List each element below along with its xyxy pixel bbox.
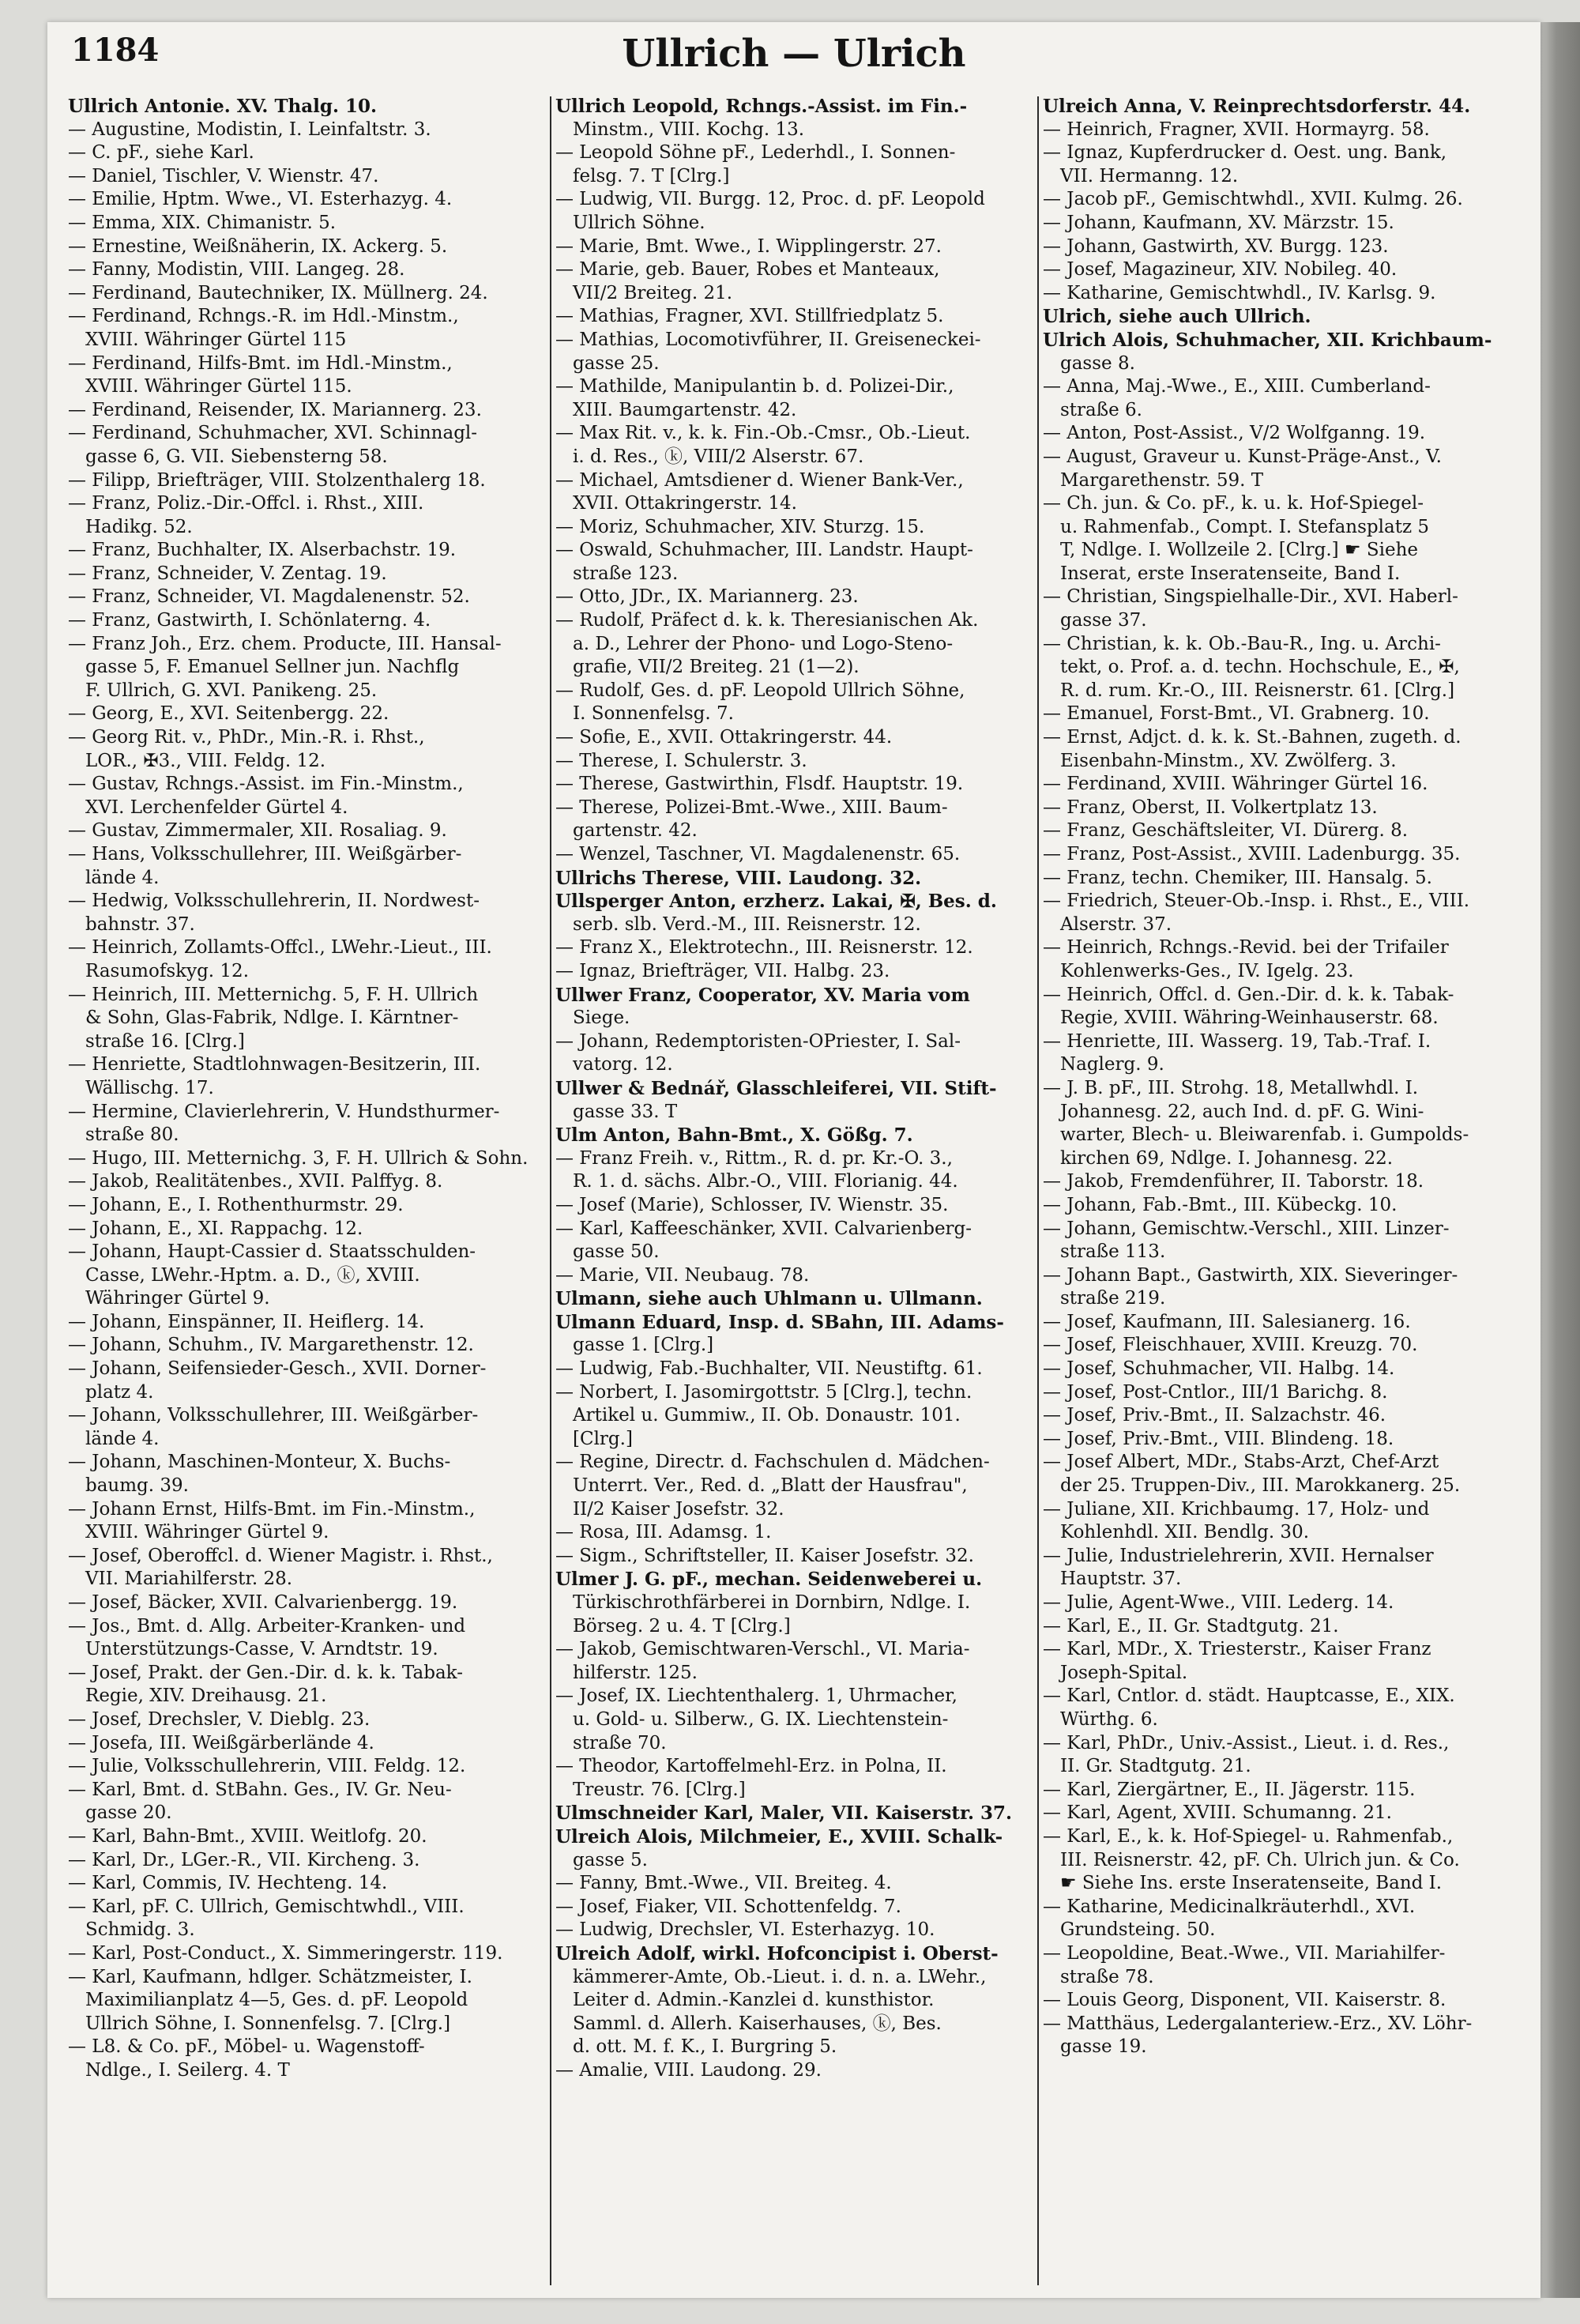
directory-entry: Kohlenwerks-Ges., IV. Igelg. 23. — [1060, 960, 1354, 981]
directory-entry: felsg. 7. T [Clrg.] — [573, 165, 730, 186]
directory-entry: gasse 25. — [573, 352, 660, 374]
directory-entry: Artikel u. Gummiw., II. Ob. Donaustr. 101. — [573, 1405, 961, 1426]
directory-entry: — Jos., Bmt. d. Allg. Arbeiter-Kranken- und — [68, 1615, 466, 1637]
directory-entry: — Franz, Post-Assist., XVIII. Ladenburgg. 35. — [1043, 844, 1461, 864]
directory-entry: — Louis Georg, Disponent, VII. Kaiserstr. 8. — [1043, 1990, 1446, 2011]
directory-entry: — Julie, Volksschullehrerin, VIII. Feldg. 12. — [68, 1756, 466, 1777]
directory-entry: gasse 1. [Clrg.] — [573, 1335, 714, 1356]
directory-entry: — Heinrich, Offcl. d. Gen.-Dir. d. k. k. Tabak- — [1043, 984, 1454, 1005]
directory-entry: — Ferdinand, Schuhmacher, XVI. Schinnagl- — [68, 423, 478, 444]
directory-entry: — Johann, Gastwirth, XV. Burgg. 123. — [1043, 235, 1389, 257]
directory-entry: Samml. d. Allerh. Kaiserhauses, ⓚ, Bes. — [573, 2013, 942, 2034]
directory-entry: grafie, VII/2 Breiteg. 21 (1—2). — [573, 657, 860, 678]
directory-entry: — Gustav, Zimmermaler, XII. Rosaliag. 9. — [68, 820, 447, 842]
directory-entry: — Franz, Oberst, II. Volkertplatz 13. — [1043, 797, 1378, 818]
directory-entry: — Emanuel, Forst-Bmt., VI. Grabnerg. 10. — [1043, 703, 1430, 725]
directory-page — [47, 22, 1540, 2298]
directory-entry: — Therese, Polizei-Bmt.-Wwe., XIII. Baum- — [555, 797, 948, 818]
directory-entry: straße 6. — [1060, 399, 1142, 420]
directory-entry: — C. pF., siehe Karl. — [68, 142, 254, 164]
directory-entry: u. Gold- u. Silberw., G. IX. Liechtenstein- — [573, 1708, 949, 1730]
directory-entry: Ullrich Leopold, Rchngs.-Assist. im Fin.- — [555, 96, 968, 117]
directory-entry: — Johann, Schuhm., IV. Margarethenstr. 12. — [68, 1335, 474, 1356]
directory-entry: — Karl, PhDr., Univ.-Assist., Lieut. i. d. Res., — [1043, 1732, 1450, 1753]
directory-entry: — Ludwig, Fab.-Buchhalter, VII. Neustiftg. 61. — [555, 1358, 983, 1380]
directory-entry: T, Ndlge. I. Wollzeile 2. [Clrg.] ☛ Siehe — [1060, 540, 1419, 561]
directory-entry: — Karl, Post-Conduct., X. Simmeringerstr. 119. — [68, 1942, 503, 1964]
directory-entry: Treustr. 76. [Clrg.] — [573, 1779, 746, 1800]
directory-entry: — Johann, Maschinen-Monteur, X. Buchs- — [68, 1452, 451, 1473]
directory-entry: — Theodor, Kartoffelmehl-Erz. in Polna, II. — [555, 1756, 947, 1777]
directory-entry: — Josef, Fiaker, VII. Schottenfeldg. 7. — [555, 1896, 901, 1917]
directory-entry: — Filipp, Briefträger, VIII. Stolzenthalerg 18. — [68, 469, 486, 491]
directory-entry: XVIII. Währinger Gürtel 115 — [85, 329, 347, 350]
directory-entry: gasse 33. T — [573, 1101, 678, 1122]
directory-entry: — Karl, Dr., LGer.-R., VII. Kircheng. 3. — [68, 1849, 420, 1870]
directory-entry: — Regine, Directr. d. Fachschulen d. Mädchen- — [555, 1452, 990, 1473]
directory-entry: Ndlge., I. Seilerg. 4. T — [85, 2059, 290, 2081]
directory-entry: gasse 5, F. Emanuel Sellner jun. Nachflg — [85, 657, 460, 678]
directory-entry: — Jakob, Fremdenführer, II. Taborstr. 18. — [1043, 1171, 1424, 1192]
directory-entry: gasse 19. — [1060, 2036, 1147, 2058]
directory-entry: — Karl, Ziergärtner, E., II. Jägerstr. 115. — [1043, 1779, 1416, 1800]
directory-entry: — Franz, techn. Chemiker, III. Hansalg. 5. — [1043, 867, 1432, 888]
directory-entry: — Josef, Oberoffcl. d. Wiener Magistr. i. Rhst., — [68, 1545, 493, 1566]
directory-entry: Ullrich Söhne. — [573, 212, 705, 233]
directory-entry: — Rudolf, Ges. d. pF. Leopold Ullrich Söhne, — [555, 680, 965, 701]
directory-entry: — Franz, Geschäftsleiter, VI. Dürerg. 8. — [1043, 820, 1409, 842]
directory-entry: XVII. Ottakringerstr. 14. — [573, 493, 797, 514]
directory-entry: — Leopoldine, Beat.-Wwe., VII. Mariahilfer- — [1043, 1942, 1446, 1964]
directory-entry: Ullwer & Bednář, Glasschleiferei, VII. Stift- — [555, 1077, 997, 1099]
directory-entry: kämmerer-Amte, Ob.-Lieut. i. d. n. a. LWehr., — [573, 1966, 987, 1987]
directory-entry: — Anton, Post-Assist., V/2 Wolfganng. 19. — [1043, 423, 1426, 444]
directory-entry: Regie, XIV. Dreihausg. 21. — [85, 1686, 327, 1707]
directory-entry: — Franz, Schneider, VI. Magdalenenstr. 52. — [68, 586, 470, 608]
directory-entry: — Moriz, Schuhmacher, XIV. Sturzg. 15. — [555, 516, 925, 537]
directory-entry: VII. Hermanng. 12. — [1060, 165, 1239, 186]
directory-entry: — Josef, Post-Cntlor., III/1 Barichg. 8. — [1043, 1381, 1388, 1403]
directory-entry: — Heinrich, III. Metternichg. 5, F. H. Ullrich — [68, 984, 479, 1005]
directory-entry: platz 4. — [85, 1381, 154, 1403]
directory-entry: — Max Rit. v., k. k. Fin.-Ob.-Cmsr., Ob.-Lieut. — [555, 423, 971, 444]
directory-entry: Alserstr. 37. — [1060, 913, 1172, 935]
directory-entry: — Emma, XIX. Chimanistr. 5. — [68, 212, 337, 233]
directory-entry: Ulreich Alois, Milchmeier, E., XVIII. Schalk- — [555, 1825, 1003, 1848]
directory-entry: Siege. — [573, 1008, 630, 1029]
directory-entry: — Ferdinand, Reisender, IX. Mariannerg. 23. — [68, 399, 482, 420]
directory-entry: — Johann, Seifensieder-Gesch., XVII. Dorner- — [68, 1358, 487, 1380]
directory-entry: — Sofie, E., XVII. Ottakringerstr. 44. — [555, 727, 893, 748]
directory-entry: — Ferdinand, Hilfs-Bmt. im Hdl.-Minstm., — [68, 352, 453, 374]
page-edge — [1540, 22, 1580, 2298]
directory-entry: — Karl, Bahn-Bmt., XVIII. Weitlofg. 20. — [68, 1825, 427, 1847]
directory-entry: — Johann, Kaufmann, XV. Märzstr. 15. — [1043, 212, 1394, 233]
directory-entry: Unterrt. Ver., Red. d. „Blatt der Hausfrau", — [573, 1475, 968, 1497]
directory-entry: — Johann, Einspänner, II. Heiflerg. 14. — [68, 1311, 425, 1332]
directory-entry: Joseph-Spital. — [1060, 1662, 1188, 1683]
directory-entry: — Heinrich, Rchngs.-Revid. bei der Trifailer — [1043, 937, 1449, 959]
directory-entry: — Leopold Söhne pF., Lederhdl., I. Sonnen- — [555, 142, 956, 164]
directory-entry: Minstm., VIII. Kochg. 13. — [573, 119, 805, 140]
directory-entry: — Josefa, III. Weißgärberlände 4. — [68, 1732, 374, 1753]
directory-entry: — Mathias, Fragner, XVI. Stillfriedplatz 5. — [555, 306, 944, 327]
directory-entry: — Karl, Commis, IV. Hechteng. 14. — [68, 1873, 388, 1894]
directory-entry: — Christian, Singspielhalle-Dir., XVI. Haberl- — [1043, 586, 1458, 608]
directory-entry: — Sigm., Schriftsteller, II. Kaiser Josefstr. 32. — [555, 1545, 974, 1566]
directory-entry: baumg. 39. — [85, 1475, 189, 1497]
directory-entry: Margarethenstr. 59. T — [1060, 469, 1264, 491]
directory-entry: — Georg Rit. v., PhDr., Min.-R. i. Rhst., — [68, 727, 425, 748]
directory-entry: I. Sonnenfelsg. 7. — [573, 703, 734, 725]
column-2 — [555, 95, 1034, 2292]
directory-entry: Ullrich Antonie. XV. Thalg. 10. — [68, 96, 378, 117]
directory-entry: Maximilianplatz 4—5, Ges. d. pF. Leopold — [85, 1990, 468, 2011]
directory-entry: — Karl, Kaffeeschänker, XVII. Calvarienberg- — [555, 1218, 972, 1239]
directory-entry: — Ernst, Adjct. d. k. k. St.-Bahnen, zugeth. d. — [1043, 727, 1462, 748]
directory-entry: lände 4. — [85, 867, 160, 888]
directory-entry: — Marie, Bmt. Wwe., I. Wipplingerstr. 27. — [555, 235, 942, 257]
directory-entry: — Ferdinand, Rchngs.-R. im Hdl.-Minstm., — [68, 306, 459, 327]
directory-entry: Inserat, erste Inseratenseite, Band I. — [1060, 563, 1401, 584]
directory-entry: — Josef, Prakt. der Gen.-Dir. d. k. k. Tabak- — [68, 1662, 463, 1683]
directory-entry: — Franz, Poliz.-Dir.-Offcl. i. Rhst., XIII. — [68, 493, 424, 514]
directory-entry: — Augustine, Modistin, I. Leinfaltstr. 3. — [68, 119, 431, 140]
directory-entry: — Heinrich, Zollamts-Offcl., LWehr.-Lieut., III. — [68, 937, 492, 959]
directory-entry: — Karl, Cntlor. d. städt. Hauptcasse, E., XIX. — [1043, 1686, 1455, 1707]
directory-entry: Wällischg. 17. — [85, 1077, 214, 1098]
directory-entry: Ulreich Anna, V. Reinprechtsdorferstr. 44. — [1043, 96, 1471, 117]
directory-entry: — Gustav, Rchngs.-Assist. im Fin.-Minstm., — [68, 774, 464, 795]
directory-entry: straße 78. — [1060, 1966, 1154, 1987]
directory-entry: — Josef (Marie), Schlosser, IV. Wienstr. 35. — [555, 1194, 949, 1215]
directory-entry: — Daniel, Tischler, V. Wienstr. 47. — [68, 165, 379, 186]
directory-entry: VII/2 Breiteg. 21. — [573, 282, 733, 303]
directory-entry: — Hermine, Clavierlehrerin, V. Hundsthurmer- — [68, 1101, 500, 1122]
page-header — [47, 32, 1540, 87]
directory-entry: — August, Graveur u. Kunst-Präge-Anst., V. — [1043, 446, 1442, 467]
directory-entry: Casse, LWehr.-Hptm. a. D., ⓚ, XVIII. — [85, 1264, 420, 1286]
directory-entry: Ulmschneider Karl, Maler, VII. Kaiserstr. 37. — [555, 1802, 1013, 1825]
directory-entry: — Hans, Volksschullehrer, III. Weißgärber- — [68, 844, 462, 864]
directory-entry: Ullrichs Therese, VIII. Laudong. 32. — [555, 867, 922, 889]
directory-entry: II. Gr. Stadtgutg. 21. — [1060, 1756, 1251, 1777]
directory-entry: vatorg. 12. — [573, 1054, 673, 1075]
directory-entry: — Franz, Schneider, V. Zentag. 19. — [68, 563, 387, 584]
directory-entry: — Henriette, Stadtlohnwagen-Besitzerin, III. — [68, 1054, 481, 1075]
directory-entry: gasse 20. — [85, 1802, 172, 1824]
directory-entry: a. D., Lehrer der Phono- und Logo-Steno- — [573, 633, 954, 654]
directory-entry: — Rudolf, Präfect d. k. k. Theresianischen Ak. — [555, 610, 979, 631]
directory-entry: — Jakob, Realitätenbes., XVII. Palffyg. 8. — [68, 1171, 443, 1192]
directory-entry: III. Reisnerstr. 42, pF. Ch. Ulrich jun. & Co. — [1060, 1849, 1460, 1870]
directory-entry: Naglerg. 9. — [1060, 1054, 1164, 1075]
directory-entry: der 25. Truppen-Div., III. Marokkanerg. 25. — [1060, 1475, 1461, 1497]
directory-entry: — Ludwig, Drechsler, VI. Esterhazyg. 10. — [555, 1919, 935, 1941]
directory-entry: gasse 8. — [1060, 352, 1135, 374]
directory-entry: — Karl, E., II. Gr. Stadtgutg. 21. — [1043, 1615, 1339, 1637]
directory-entry: Ullrich Söhne, I. Sonnenfelsg. 7. [Clrg.] — [85, 2013, 451, 2034]
directory-entry: — Jakob, Gemischtwaren-Verschl., VI. Maria- — [555, 1639, 970, 1660]
directory-entry: Regie, XVIII. Währing-Weinhauserstr. 68. — [1060, 1008, 1439, 1029]
directory-entry: — Fanny, Modistin, VIII. Langeg. 28. — [68, 259, 405, 281]
directory-entry: — Karl, Kaufmann, hdlger. Schätzmeister, I. — [68, 1966, 472, 1987]
directory-entry: R. 1. d. sächs. Albr.-O., VIII. Florianig. 44. — [573, 1171, 958, 1192]
directory-entry: — Emilie, Hptm. Wwe., VI. Esterhazyg. 4. — [68, 189, 453, 210]
running-head: Ullrich — Ulrich — [622, 32, 966, 76]
directory-entry: — Mathilde, Manipulantin b. d. Polizei-Dir., — [555, 376, 954, 397]
directory-entry: XIII. Baumgartenstr. 42. — [573, 399, 797, 420]
directory-entry: — Mathias, Locomotivführer, II. Greiseneckei- — [555, 329, 981, 350]
directory-entry: — Franz, Gastwirth, I. Schönlaterng. 4. — [68, 610, 431, 631]
directory-entry: F. Ullrich, G. XVI. Panikeng. 25. — [85, 680, 378, 701]
directory-entry: bahnstr. 37. — [85, 913, 195, 935]
directory-entry: tekt, o. Prof. a. d. techn. Hochschule, E., ✠, — [1060, 657, 1460, 678]
directory-entry: — Julie, Industrielehrerin, XVII. Hernalser — [1043, 1545, 1434, 1566]
directory-entry: — Georg, E., XVI. Seitenbergg. 22. — [68, 703, 389, 725]
directory-entry: — Rosa, III. Adamsg. 1. — [555, 1522, 772, 1543]
directory-entry: — Matthäus, Ledergalanteriew.-Erz., XV. Löhr- — [1043, 2013, 1473, 2034]
directory-entry: Ulrich, siehe auch Ullrich. — [1043, 306, 1311, 328]
directory-entry: — Johann, Gemischtw.-Verschl., XIII. Linzer- — [1043, 1218, 1450, 1239]
directory-entry: — Johann, E., XI. Rappachg. 12. — [68, 1218, 363, 1239]
directory-entry: — Franz, Buchhalter, IX. Alserbachstr. 19. — [68, 540, 457, 561]
directory-entry: Schmidg. 3. — [85, 1919, 195, 1941]
directory-entry: — Ludwig, VII. Burgg. 12, Proc. d. pF. Leopold — [555, 189, 985, 210]
directory-entry: Ulrich Alois, Schuhmacher, XII. Krichbaum- — [1043, 329, 1492, 351]
directory-entry: XVI. Lerchenfelder Gürtel 4. — [85, 797, 348, 818]
directory-entry: Ulreich Adolf, wirkl. Hofconcipist i. Oberst- — [555, 1942, 999, 1964]
directory-entry: & Sohn, Glas-Fabrik, Ndlge. I. Kärntner- — [85, 1008, 459, 1029]
directory-entry: — Friedrich, Steuer-Ob.-Insp. i. Rhst., E., VIII. — [1043, 891, 1470, 912]
column-1 — [68, 95, 547, 2292]
directory-entry: — Johann, Fab.-Bmt., III. Kübeckg. 10. — [1043, 1194, 1398, 1215]
directory-entry: — Wenzel, Taschner, VI. Magdalenenstr. 65. — [555, 844, 961, 864]
column-rule — [1037, 96, 1039, 2285]
directory-entry: Eisenbahn-Minstm., XV. Zwölferg. 3. — [1060, 750, 1397, 771]
directory-entry: Ulm Anton, Bahn-Bmt., X. Gößg. 7. — [555, 1124, 913, 1147]
directory-entry: — Katharine, Medicinalkräuterhdl., XVI. — [1043, 1896, 1416, 1917]
directory-entry: Rasumofskyg. 12. — [85, 960, 249, 981]
directory-entry: — Franz X., Elektrotechn., III. Reisnerstr. 12. — [555, 937, 973, 959]
directory-entry: — Karl, E., k. k. Hof-Spiegel- u. Rahmenfab., — [1043, 1825, 1454, 1847]
directory-entry: Würthg. 6. — [1060, 1708, 1158, 1730]
directory-entry: Hauptstr. 37. — [1060, 1569, 1182, 1590]
directory-entry: gasse 37. — [1060, 610, 1147, 631]
directory-entry: straße 70. — [573, 1732, 667, 1753]
directory-entry: Währinger Gürtel 9. — [85, 1288, 270, 1309]
directory-entry: — Johann Bapt., Gastwirth, XIX. Sieveringer- — [1043, 1264, 1458, 1286]
directory-entry: straße 123. — [573, 563, 679, 584]
directory-entry: — Amalie, VIII. Laudong. 29. — [555, 2059, 822, 2081]
directory-entry: i. d. Res., ⓚ, VIII/2 Alserstr. 67. — [573, 446, 864, 467]
directory-entry: — Karl, MDr., X. Triesterstr., Kaiser Franz — [1043, 1639, 1431, 1660]
directory-entry: — Franz Joh., Erz. chem. Producte, III. Hansal- — [68, 633, 502, 654]
directory-entry: Ulmann Eduard, Insp. d. SBahn, III. Adams- — [555, 1311, 1004, 1333]
directory-entry: VII. Mariahilferstr. 28. — [85, 1569, 293, 1590]
directory-entry: d. ott. M. f. K., I. Burgring 5. — [573, 2036, 837, 2058]
directory-entry: Börseg. 2 u. 4. T [Clrg.] — [573, 1615, 791, 1637]
directory-entry: straße 80. — [85, 1124, 179, 1146]
directory-entry: — Josef, Kaufmann, III. Salesianerg. 16. — [1043, 1311, 1411, 1332]
directory-entry: — Ch. jun. & Co. pF., k. u. k. Hof-Spiegel- — [1043, 493, 1424, 514]
directory-entry: u. Rahmenfab., Compt. I. Stefansplatz 5 — [1060, 516, 1430, 537]
directory-entry: — Oswald, Schuhmacher, III. Landstr. Haupt- — [555, 540, 973, 561]
directory-entry: hilferstr. 125. — [573, 1662, 698, 1683]
directory-entry: — Ignaz, Kupferdrucker d. Oest. ung. Bank, — [1043, 142, 1447, 164]
directory-entry: kirchen 69, Ndlge. I. Johannesg. 22. — [1060, 1147, 1394, 1169]
directory-entry: Türkischrothfärberei in Dornbirn, Ndlge. I. — [573, 1592, 971, 1613]
directory-entry: warter, Blech- u. Bleiwarenfab. i. Gumpolds- — [1060, 1124, 1469, 1146]
directory-entry: — Karl, Bmt. d. StBahn. Ges., IV. Gr. Neu- — [68, 1779, 452, 1800]
directory-entry: II/2 Kaiser Josefstr. 32. — [573, 1498, 784, 1520]
directory-entry: serb. slb. Verd.-M., III. Reisnerstr. 12. — [573, 913, 921, 935]
directory-entry: — Therese, I. Schulerstr. 3. — [555, 750, 807, 771]
directory-entry: XVIII. Währinger Gürtel 9. — [85, 1522, 329, 1543]
directory-entry: — Juliane, XII. Krichbaumg. 17, Holz- und — [1043, 1498, 1430, 1520]
directory-entry: straße 113. — [1060, 1241, 1166, 1263]
directory-entry: — Josef, Priv.-Bmt., VIII. Blindeng. 18. — [1043, 1428, 1394, 1449]
directory-entry: — Otto, JDr., IX. Mariannerg. 23. — [555, 586, 859, 608]
directory-entry: — Josef, Fleischhauer, XVIII. Kreuzg. 70. — [1043, 1335, 1418, 1356]
directory-entry: — Josef, IX. Liechtenthalerg. 1, Uhrmacher, — [555, 1686, 957, 1707]
directory-entry: — Marie, geb. Bauer, Robes et Manteaux, — [555, 259, 940, 281]
directory-columns — [68, 95, 1522, 2292]
directory-entry: — Christian, k. k. Ob.-Bau-R., Ing. u. Archi- — [1043, 633, 1441, 654]
directory-entry: straße 16. [Clrg.] — [85, 1030, 245, 1052]
directory-entry: — Anna, Maj.-Wwe., E., XIII. Cumberland- — [1043, 376, 1431, 397]
directory-entry: straße 219. — [1060, 1288, 1166, 1309]
directory-entry: — Johann Ernst, Hilfs-Bmt. im Fin.-Minstm., — [68, 1498, 476, 1520]
directory-entry: Ulmer J. G. pF., mechan. Seidenweberei u. — [555, 1569, 983, 1591]
directory-entry: Ullsperger Anton, erzherz. Lakai, ✠, Bes. d. — [555, 891, 997, 913]
directory-entry: Leiter d. Admin.-Kanzlei d. kunsthistor. — [573, 1990, 935, 2011]
directory-entry: — Fanny, Bmt.-Wwe., VII. Breiteg. 4. — [555, 1873, 892, 1894]
directory-entry: [Clrg.] — [573, 1428, 633, 1449]
directory-entry: ☛ Siehe Ins. erste Inseratenseite, Band I. — [1060, 1873, 1443, 1894]
directory-entry: — Henriette, III. Wasserg. 19, Tab.-Traf. I. — [1043, 1030, 1431, 1052]
directory-entry: — Heinrich, Fragner, XVII. Hormayrg. 58. — [1043, 119, 1430, 140]
directory-entry: — Karl, pF. C. Ullrich, Gemischtwhdl., VIII. — [68, 1896, 465, 1917]
directory-entry: — Josef, Priv.-Bmt., II. Salzachstr. 46. — [1043, 1405, 1386, 1426]
directory-entry: — Josef, Schuhmacher, VII. Halbg. 14. — [1043, 1358, 1395, 1380]
directory-entry: — Johann, Volksschullehrer, III. Weißgärber- — [68, 1405, 479, 1426]
directory-entry: — Jacob pF., Gemischtwhdl., XVII. Kulmg. 26. — [1043, 189, 1463, 210]
directory-entry: lände 4. — [85, 1428, 160, 1449]
directory-entry: — Johann, E., I. Rothenthurmstr. 29. — [68, 1194, 404, 1215]
directory-entry: — Hugo, III. Metternichg. 3, F. H. Ullrich & Sohn. — [68, 1147, 529, 1169]
directory-entry: — Josef, Bäcker, XVII. Calvarienbergg. 19. — [68, 1592, 458, 1613]
directory-entry: gasse 50. — [573, 1241, 660, 1263]
directory-entry: Grundsteing. 50. — [1060, 1919, 1216, 1941]
directory-entry: — Josef, Drechsler, V. Dieblg. 23. — [68, 1708, 371, 1730]
directory-entry: XVIII. Währinger Gürtel 115. — [85, 376, 352, 397]
directory-entry: Hadikg. 52. — [85, 516, 193, 537]
directory-entry: Johannesg. 22, auch Ind. d. pF. G. Wini- — [1060, 1101, 1424, 1122]
directory-entry: — Katharine, Gemischtwhdl., IV. Karlsg. 9. — [1043, 282, 1436, 303]
directory-entry: Ullwer Franz, Cooperator, XV. Maria vom — [555, 984, 970, 1006]
directory-entry: gartenstr. 42. — [573, 820, 698, 842]
directory-entry: — Norbert, I. Jasomirgottstr. 5 [Clrg.], techn. — [555, 1381, 972, 1403]
directory-entry: — Michael, Amtsdiener d. Wiener Bank-Ver., — [555, 469, 964, 491]
directory-entry: — Karl, Agent, XVIII. Schumanng. 21. — [1043, 1802, 1392, 1824]
directory-entry: — Ignaz, Briefträger, VII. Halbg. 23. — [555, 960, 890, 981]
directory-entry: gasse 5. — [573, 1849, 648, 1870]
directory-entry: — Julie, Agent-Wwe., VIII. Lederg. 14. — [1043, 1592, 1394, 1613]
directory-entry: — Johann, Redemptoristen-OPriester, I. Sal- — [555, 1030, 961, 1052]
page-number: 1184 — [71, 32, 160, 69]
directory-entry: LOR., ✠3., VIII. Feldg. 12. — [85, 750, 326, 771]
directory-entry: — Josef Albert, MDr., Stabs-Arzt, Chef-Arzt — [1043, 1452, 1439, 1473]
directory-entry: R. d. rum. Kr.-O., III. Reisnerstr. 61. [Clrg.] — [1060, 680, 1455, 701]
directory-entry: — J. B. pF., III. Strohg. 18, Metallwhdl. I. — [1043, 1077, 1419, 1098]
directory-entry: — L8. & Co. pF., Möbel- u. Wagenstoff- — [68, 2036, 425, 2058]
directory-entry: gasse 6, G. VII. Siebensterng 58. — [85, 446, 388, 467]
directory-entry: Unterstützungs-Casse, V. Arndtstr. 19. — [85, 1639, 438, 1660]
directory-entry: — Therese, Gastwirthin, Flsdf. Hauptstr. 19. — [555, 774, 964, 795]
column-3 — [1043, 95, 1522, 2292]
directory-entry: — Ernestine, Weißnäherin, IX. Ackerg. 5. — [68, 235, 448, 257]
directory-entry: — Johann, Haupt-Cassier d. Staatsschulden- — [68, 1241, 476, 1263]
directory-entry: — Franz Freih. v., Rittm., R. d. pr. Kr.-O. 3., — [555, 1147, 953, 1169]
directory-entry: Kohlenhdl. XII. Bendlg. 30. — [1060, 1522, 1310, 1543]
column-rule — [550, 96, 551, 2285]
directory-entry: — Marie, VII. Neubaug. 78. — [555, 1264, 810, 1286]
directory-entry: — Ferdinand, XVIII. Währinger Gürtel 16. — [1043, 774, 1428, 795]
directory-entry: — Hedwig, Volksschullehrerin, II. Nordwest- — [68, 891, 480, 912]
directory-entry: — Ferdinand, Bautechniker, IX. Müllnerg. 24. — [68, 282, 488, 303]
directory-entry: Ulmann, siehe auch Uhlmann u. Ullmann. — [555, 1288, 983, 1310]
directory-entry: — Josef, Magazineur, XIV. Nobileg. 40. — [1043, 259, 1398, 281]
